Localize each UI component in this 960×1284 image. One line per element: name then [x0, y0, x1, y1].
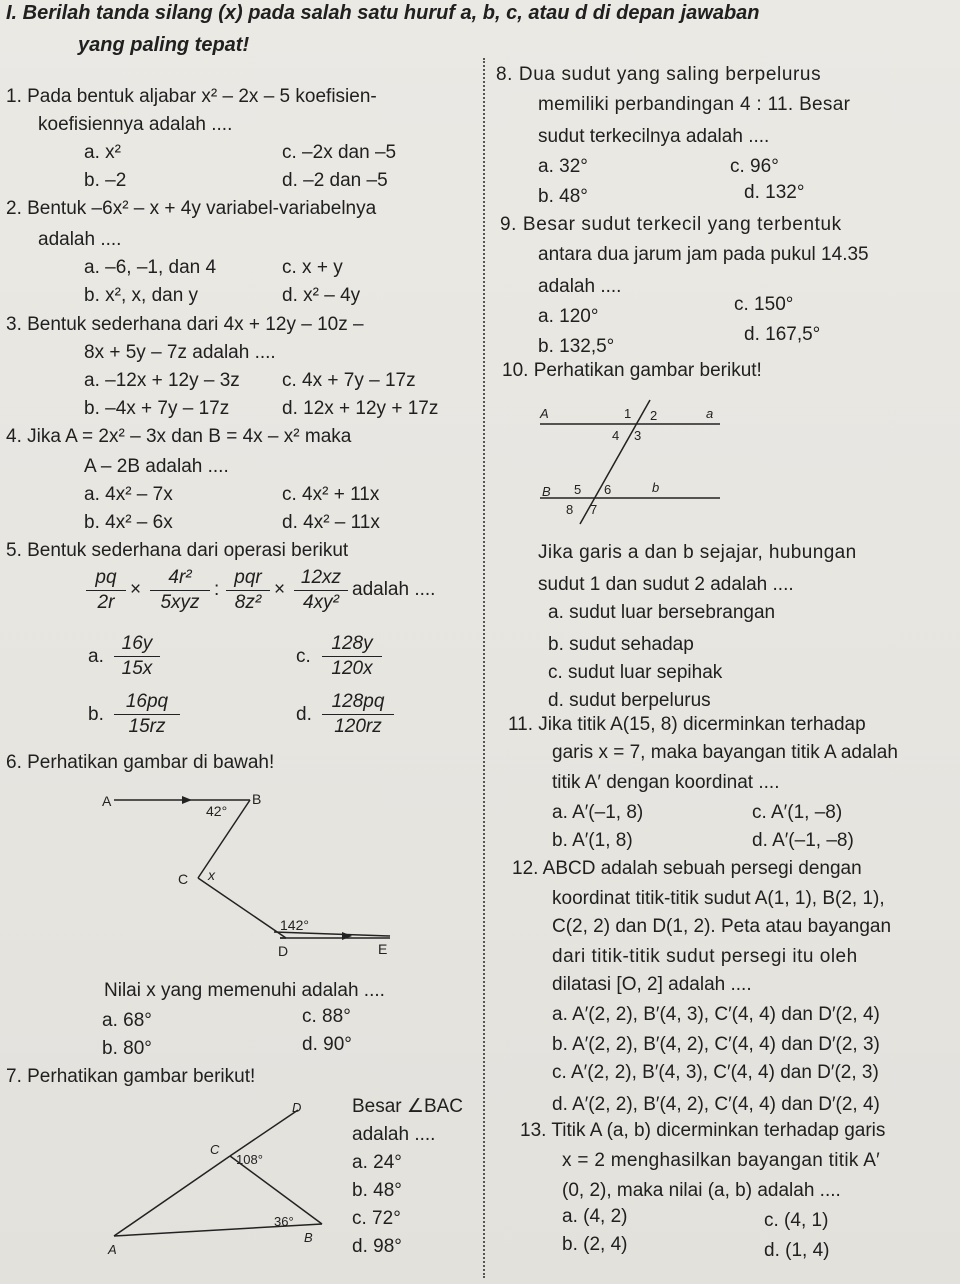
q10-option-b[interactable]: b. sudut sehadap — [548, 634, 694, 655]
q10-figure — [530, 392, 730, 532]
q5-d-num: 128pq — [331, 691, 385, 712]
q7-question-2: adalah .... — [352, 1124, 436, 1145]
q8-option-b[interactable]: b. 48° — [538, 186, 588, 207]
q8-stem-2: memiliki perbandingan 4 : 11. Besar — [538, 94, 851, 115]
q5-fraction-2 — [150, 567, 210, 614]
q4-stem-2: A – 2B adalah .... — [84, 456, 229, 477]
q12-stem-1: 12. ABCD adalah sebuah persegi dengan — [512, 858, 862, 879]
q10-angle-2: 2 — [650, 408, 658, 423]
q7-question-1: Besar ∠BAC — [352, 1096, 464, 1117]
q9-stem-1: 9. Besar sudut terkecil yang terbentuk — [500, 214, 842, 235]
q5-b-den: 15rz — [128, 716, 166, 737]
q3-option-b[interactable]: b. –4x + 7y – 17z — [84, 398, 230, 419]
q7-label-D: D — [292, 1100, 302, 1115]
instruction-line-1: I. Berilah tanda silang (x) pada salah satu huruf a, b, c, atau d di depan jawaban — [6, 2, 760, 24]
q13-option-a[interactable]: a. (4, 2) — [562, 1206, 628, 1227]
q8-option-d[interactable]: d. 132° — [744, 182, 805, 203]
q4-option-a[interactable]: a. 4x² – 7x — [84, 484, 173, 505]
q10-option-c[interactable]: c. sudut luar sepihak — [548, 662, 723, 683]
q11-option-b[interactable]: b. A′(1, 8) — [552, 830, 633, 851]
column-divider — [483, 58, 485, 1278]
q6-label-E: E — [378, 941, 388, 957]
q10-angle-8: 8 — [566, 502, 574, 517]
q3-option-d[interactable]: d. 12x + 12y + 17z — [282, 398, 439, 419]
q13-stem-2: x = 2 menghasilkan bayangan titik A′ — [562, 1150, 881, 1171]
q8-stem-1: 8. Dua sudut yang saling berpelurus — [496, 64, 822, 85]
q10-label-b: b — [652, 480, 660, 495]
q6-option-c[interactable]: c. 88° — [302, 1006, 351, 1027]
q2-option-a[interactable]: a. –6, –1, dan 4 — [84, 257, 217, 278]
q6-angle-42: 42° — [206, 803, 228, 819]
q11-stem-1: 11. Jika titik A(15, 8) dicerminkan terhadap — [508, 714, 866, 735]
q8-stem-3: sudut terkecilnya adalah .... — [538, 126, 770, 147]
q4-option-c[interactable]: c. 4x² + 11x — [282, 484, 380, 505]
q10-angle-1: 1 — [624, 406, 632, 421]
q7-figure — [90, 1092, 340, 1262]
q6-label-B: B — [252, 791, 262, 807]
q5-c-den: 120x — [331, 658, 373, 679]
q10-option-a[interactable]: a. sudut luar bersebrangan — [548, 602, 776, 623]
q1-stem-2: koefisiennya adalah .... — [38, 114, 233, 135]
q10-option-d[interactable]: d. sudut berpelurus — [548, 690, 711, 711]
q13-stem-1: 13. Titik A (a, b) dicerminkan terhadap garis — [520, 1120, 886, 1141]
q1-option-c[interactable]: c. –2x dan –5 — [282, 142, 397, 163]
q13-stem-3: (0, 2), maka nilai (a, b) adalah .... — [562, 1180, 841, 1201]
q10-label-B: B — [542, 484, 551, 499]
q6-label-D: D — [278, 943, 289, 959]
q10-stem-3: sudut 1 dan sudut 2 adalah .... — [538, 574, 794, 595]
q1-option-b[interactable]: b. –2 — [84, 170, 127, 191]
q5-c-num: 128y — [331, 633, 373, 654]
q5-f4-den: 4xy² — [303, 592, 339, 613]
q5-stem-1: 5. Bentuk sederhana dari operasi berikut — [6, 540, 349, 561]
q6-angle-142: 142° — [280, 917, 309, 933]
q6-option-a[interactable]: a. 68° — [102, 1010, 152, 1031]
q3-stem-1: 3. Bentuk sederhana dari 4x + 12y – 10z – — [6, 314, 364, 335]
q5-option-d[interactable] — [322, 691, 394, 738]
q10-label-A: A — [540, 406, 549, 421]
q1-option-a[interactable]: a. x² — [84, 142, 121, 163]
q10-angle-7: 7 — [590, 502, 598, 517]
q5-f2-den: 5xyz — [160, 592, 200, 613]
q7-angle-36: 36° — [274, 1214, 294, 1229]
q4-option-b[interactable]: b. 4x² – 6x — [84, 512, 173, 533]
q4-stem-1: 4. Jika A = 2x² – 3x dan B = 4x – x² maka — [6, 426, 352, 447]
q2-stem-1: 2. Bentuk –6x² – x + 4y variabel-variabelnya — [6, 198, 377, 219]
q9-stem-3: adalah .... — [538, 276, 622, 297]
q5-d-den: 120rz — [334, 716, 382, 737]
q9-option-d[interactable]: d. 167,5° — [744, 324, 821, 345]
q10-stem-1: 10. Perhatikan gambar berikut! — [502, 360, 762, 381]
q6-option-d[interactable]: d. 90° — [302, 1034, 352, 1055]
q8-option-c[interactable]: c. 96° — [730, 156, 779, 177]
q5-f3-num: pqr — [234, 567, 262, 588]
q9-stem-2: antara dua jarum jam pada pukul 14.35 — [538, 244, 869, 265]
q7-option-b[interactable]: b. 48° — [352, 1180, 402, 1201]
q9-option-a[interactable]: a. 120° — [538, 306, 599, 327]
q5-op-1: × — [130, 579, 142, 600]
q6-angle-x: x — [208, 867, 215, 883]
q5-option-a[interactable] — [114, 633, 160, 680]
q5-f2-num: 4r² — [168, 567, 192, 588]
q6-label-A: A — [102, 793, 112, 809]
q11-option-a[interactable]: a. A′(–1, 8) — [552, 802, 644, 823]
q2-stem-2: adalah .... — [38, 229, 122, 250]
q5-fraction-1 — [86, 567, 126, 614]
q5-option-b-label[interactable]: b. — [88, 704, 104, 725]
q8-option-a[interactable]: a. 32° — [538, 156, 588, 177]
q10-angle-4: 4 — [612, 428, 620, 443]
q6-stem-2: Nilai x yang memenuhi adalah .... — [104, 980, 385, 1001]
q5-option-c[interactable] — [322, 633, 382, 680]
q2-option-c[interactable]: c. x + y — [282, 257, 343, 278]
q5-b-num: 16pq — [125, 691, 169, 712]
q5-a-den: 15x — [121, 658, 153, 679]
q12-stem-3: C(2, 2) dan D(1, 2). Peta atau bayangan — [552, 916, 892, 937]
q5-a-num: 16y — [121, 633, 153, 654]
q9-option-c[interactable]: c. 150° — [734, 294, 794, 315]
q12-option-d[interactable]: d. A′(2, 2), B′(4, 2), C′(4, 4) dan D′(2, 4) — [552, 1094, 880, 1115]
q11-option-c[interactable]: c. A′(1, –8) — [752, 802, 843, 823]
q5-f4-num: 12xz — [300, 567, 342, 588]
q7-label-B: B — [304, 1230, 313, 1245]
q5-option-a-label[interactable]: a. — [88, 646, 104, 667]
q5-fraction-3 — [226, 567, 270, 614]
q11-stem-3: titik A′ dengan koordinat .... — [552, 772, 780, 793]
q12-option-a[interactable]: a. A′(2, 2), B′(4, 3), C′(4, 4) dan D′(2, 4) — [552, 1004, 880, 1025]
q12-stem-2: koordinat titik-titik sudut A(1, 1), B(2, 1), — [552, 888, 885, 909]
q7-option-d[interactable]: d. 98° — [352, 1236, 402, 1257]
q5-option-c-label[interactable]: c. — [296, 646, 311, 667]
q1-option-d[interactable]: d. –2 dan –5 — [282, 170, 388, 191]
q12-option-c[interactable]: c. A′(2, 2), B′(4, 3), C′(4, 4) dan D′(2, 3) — [552, 1062, 879, 1083]
q5-op-3: × — [274, 579, 286, 600]
q7-option-a[interactable]: a. 24° — [352, 1152, 402, 1173]
q11-stem-2: garis x = 7, maka bayangan titik A adalah — [552, 742, 898, 763]
q7-angle-108: 108° — [236, 1152, 263, 1167]
q5-f1-den: 2r — [97, 592, 115, 613]
q10-angle-6: 6 — [604, 482, 612, 497]
q7-stem-1: 7. Perhatikan gambar berikut! — [6, 1066, 256, 1087]
q3-stem-2: 8x + 5y – 7z adalah .... — [84, 342, 276, 363]
q12-stem-4: dari titik-titik sudut persegi itu oleh — [552, 946, 858, 967]
q13-option-b[interactable]: b. (2, 4) — [562, 1234, 628, 1255]
q5-option-d-label[interactable]: d. — [296, 704, 312, 725]
q7-option-c[interactable]: c. 72° — [352, 1208, 401, 1229]
q10-angle-5: 5 — [574, 482, 582, 497]
q2-option-d[interactable]: d. x² – 4y — [282, 285, 361, 306]
q5-tail: adalah .... — [352, 579, 436, 600]
q6-figure — [90, 782, 420, 962]
q6-option-b[interactable]: b. 80° — [102, 1038, 152, 1059]
q12-option-b[interactable]: b. A′(2, 2), B′(4, 2), C′(4, 4) dan D′(2, 3) — [552, 1034, 880, 1055]
q3-option-a[interactable]: a. –12x + 12y – 3z — [84, 370, 240, 391]
q9-option-b[interactable]: b. 132,5° — [538, 336, 615, 357]
q2-option-b[interactable]: b. x², x, dan y — [84, 285, 199, 306]
q12-stem-5: dilatasi [O, 2] adalah .... — [552, 974, 752, 995]
instruction-line-2: yang paling tepat! — [78, 34, 250, 56]
q5-op-2: : — [214, 579, 220, 600]
q3-option-c[interactable]: c. 4x + 7y – 17z — [282, 370, 416, 391]
q5-f3-den: 8z² — [234, 592, 262, 613]
q10-label-a: a — [706, 406, 714, 421]
q13-option-d[interactable]: d. (1, 4) — [764, 1240, 830, 1261]
q11-option-d[interactable]: d. A′(–1, –8) — [752, 830, 854, 851]
q6-label-C: C — [178, 871, 189, 887]
q4-option-d[interactable]: d. 4x² – 11x — [282, 512, 380, 533]
q7-label-A: A — [108, 1242, 117, 1257]
q5-f1-num: pq — [95, 567, 117, 588]
q7-label-C: C — [210, 1142, 220, 1157]
q5-option-b[interactable] — [114, 691, 180, 738]
q6-stem-1: 6. Perhatikan gambar di bawah! — [6, 752, 275, 773]
q13-option-c[interactable]: c. (4, 1) — [764, 1210, 829, 1231]
q10-angle-3: 3 — [634, 428, 642, 443]
q1-stem-1: 1. Pada bentuk aljabar x² – 2x – 5 koefisien- — [6, 86, 377, 107]
q5-fraction-4 — [294, 567, 348, 614]
q10-stem-2: Jika garis a dan b sejajar, hubungan — [538, 542, 857, 563]
